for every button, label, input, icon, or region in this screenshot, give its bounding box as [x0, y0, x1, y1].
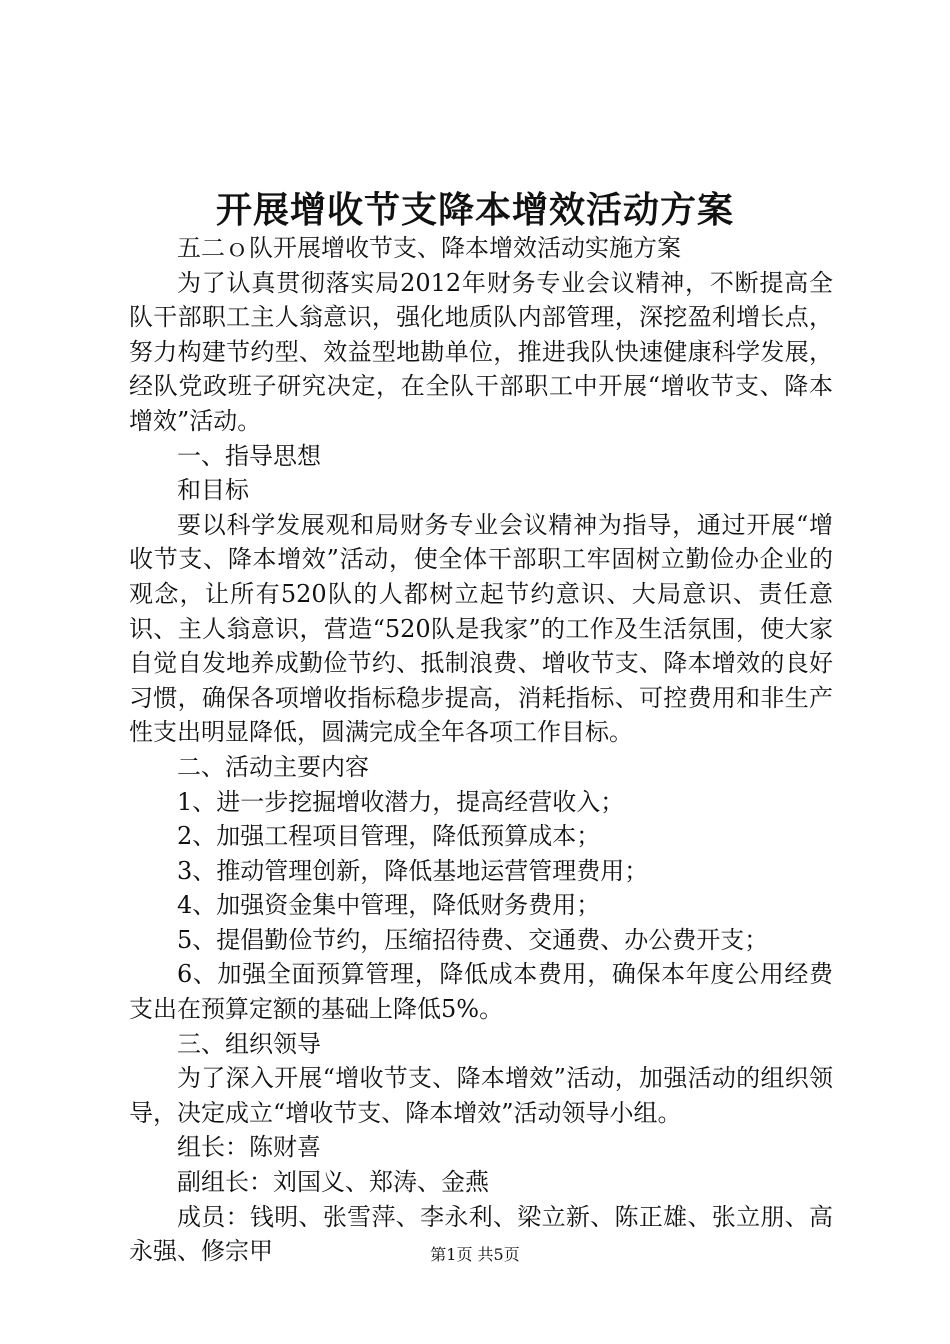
section-heading-guiding-thought: 一、指导思想 [177, 441, 321, 470]
paragraph-guiding-content: 要以科学发展观和局财务专业会议精神为指导，通过开展“增收节支、降本增效”活动，使全体干部职工牢固树立勤俭办企业的观念，让所有520队的人都树立起节约意识、大局意识、责任意识、主人翁意识，营造“520队是我家”的工作及生活氛围，使大家自觉自发地养成勤俭节约、抵制浪费、增收节支、降本增效的良好习惯，确保各项增收指标稳步提高，消耗指标、可控费用和非生产性支出明显降低，圆满完成全年各项工作目标。 [129, 510, 833, 747]
list-item-4: 4、加强资金集中管理，降低财务费用； [177, 891, 601, 920]
paragraph-subtitle: 五二ｏ队开展增收节支、降本增效活动实施方案 [177, 234, 681, 262]
list-item-2: 2、加强工程项目管理，降低预算成本； [177, 822, 601, 851]
list-item-1: 1、进一步挖掘增收潜力，提高经营收入； [177, 787, 625, 816]
paragraph-intro: 为了认真贯彻落实局2012年财务专业会议精神，不断提高全队干部职工主人翁意识，强化地质队内部管理，深挖盈利增长点，努力构建节约型、效益型地勘单位，推进我队快速健康科学发展，经队党政班子研究决定，在全队干部职工中开展“增收节支、降本增效”活动。 [129, 268, 833, 435]
paragraph-leadership: 为了深入开展“增收节支、降本增效”活动，加强活动的组织领导，决定成立“增收节支、降本增效”活动领导小组。 [129, 1064, 833, 1127]
document-body [129, 231, 833, 1269]
document-title: 开展增收节支降本增效活动方案 [215, 189, 734, 231]
page-footer: 第1页 共5页 [430, 1245, 520, 1264]
section-heading-main-content: 二、活动主要内容 [177, 752, 369, 781]
group-members: 成员：钱明、张雪萍、李永利、梁立新、陈正雄、张立朋、高永强、修宗甲 [129, 1202, 833, 1266]
section-heading-goals: 和目标 [177, 476, 249, 505]
list-item-5: 5、提倡勤俭节约，压缩招待费、交通费、办公费开支； [177, 925, 769, 954]
list-item-6: 6、加强全面预算管理，降低成本费用，确保本年度公用经费支出在预算定额的基础上降低5%。 [129, 960, 833, 1024]
deputy-group-leaders: 副组长：刘国义、郑涛、金燕 [177, 1168, 489, 1197]
group-leader: 组长：陈财喜 [177, 1133, 321, 1162]
section-heading-leadership: 三、组织领导 [177, 1029, 321, 1058]
list-item-3: 3、推动管理创新，降低基地运营管理费用； [177, 856, 649, 885]
